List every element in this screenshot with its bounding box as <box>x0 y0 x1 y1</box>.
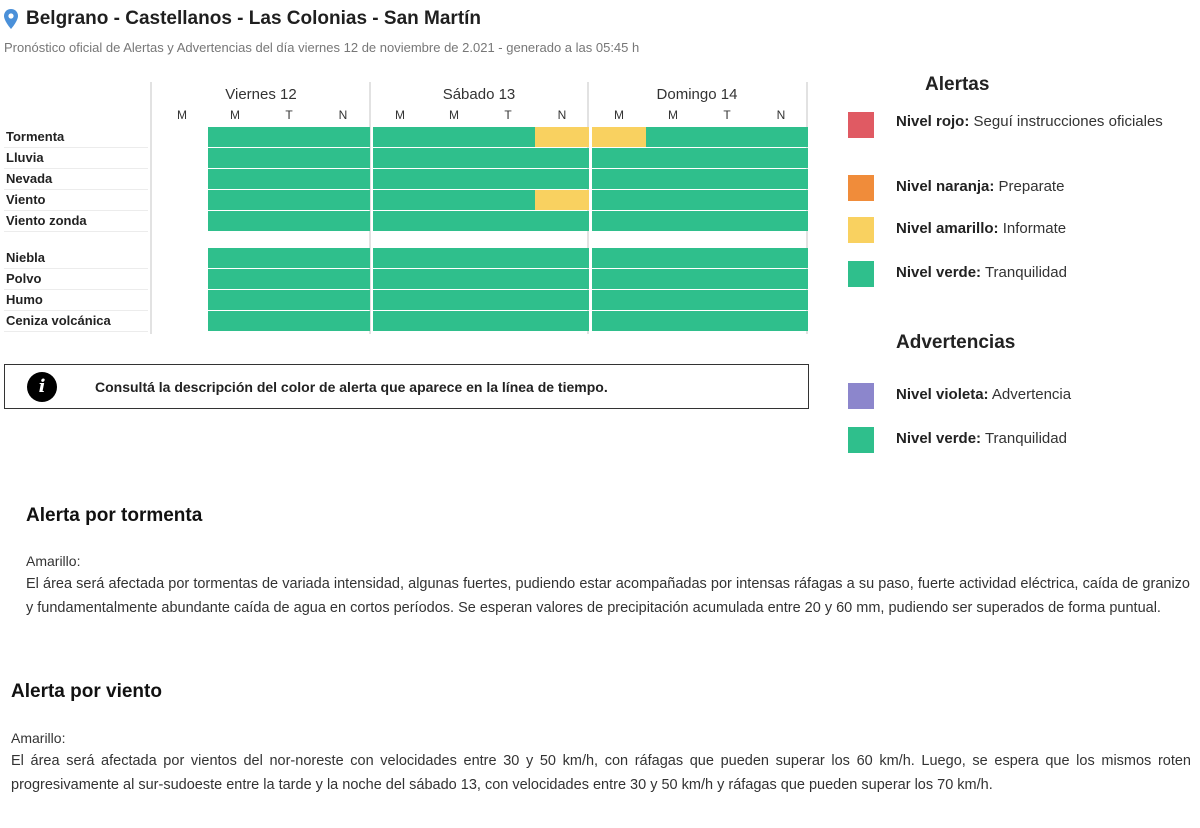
timeline-cell-green <box>262 190 316 210</box>
alert-timeline <box>0 82 810 334</box>
timeline-cell-green <box>592 290 646 310</box>
timeline-cell-green <box>535 169 589 189</box>
timeline-cell-green <box>373 169 427 189</box>
timeline-cell-green <box>646 211 700 231</box>
forecast-subtitle: Pronóstico oficial de Alertas y Advertencias del día viernes 12 de noviembre de 2.021 - generado a las 05:45 h <box>4 40 640 55</box>
timeline-cell-green <box>208 190 262 210</box>
timeline-cell-green <box>316 211 370 231</box>
timeline-cell-green <box>427 127 481 147</box>
timeline-cell-green <box>646 169 700 189</box>
timeline-cell-green <box>262 211 316 231</box>
timeline-cell-green <box>373 311 427 331</box>
timeline-cell-green <box>262 290 316 310</box>
legend-desc: Tranquilidad <box>984 264 1067 281</box>
legend-desc: Preparate <box>998 178 1065 195</box>
timeline-cell-yellow <box>592 127 646 147</box>
slot-header: N <box>557 108 567 122</box>
timeline-cell-green <box>427 211 481 231</box>
day-header: Sábado 13 <box>442 86 516 103</box>
info-icon: i <box>27 372 57 402</box>
timeline-cell-green <box>754 169 808 189</box>
section-level-tormenta: Amarillo: <box>26 553 81 569</box>
legend-swatch-red <box>848 112 874 138</box>
hazard-label: Humo <box>6 292 43 307</box>
advertencias-title: Advertencias <box>896 332 1016 353</box>
timeline-cell-green <box>535 248 589 268</box>
timeline-cell-green <box>592 211 646 231</box>
timeline-cell-green <box>262 127 316 147</box>
section-title-viento: Alerta por viento <box>11 681 162 702</box>
timeline-cell-green <box>646 290 700 310</box>
row-separator <box>4 331 148 332</box>
timeline-cell-green <box>646 190 700 210</box>
timeline-cell-green <box>208 269 262 289</box>
timeline-cell-green <box>481 148 535 168</box>
timeline-cell-green <box>646 127 700 147</box>
timeline-cell-green <box>373 290 427 310</box>
timeline-cell-green <box>481 248 535 268</box>
legend-name: Nivel rojo: <box>896 113 970 130</box>
timeline-cell-green <box>592 169 646 189</box>
day-header: Viernes 12 <box>225 86 297 103</box>
timeline-cell-green <box>592 190 646 210</box>
legend-name: Nivel naranja: <box>896 178 995 195</box>
timeline-cell-green <box>754 248 808 268</box>
timeline-cell-green <box>373 269 427 289</box>
timeline-cell-green <box>262 169 316 189</box>
timeline-cell-green <box>700 290 754 310</box>
legend-item-green <box>896 261 1186 284</box>
hazard-label: Viento <box>6 192 46 207</box>
legend-item-red <box>896 110 1186 133</box>
timeline-cell-green <box>316 127 370 147</box>
timeline-cell-green <box>754 290 808 310</box>
timeline-cell-green <box>373 211 427 231</box>
alertas-title: Alertas <box>925 74 990 95</box>
legend-desc: Informate <box>1002 220 1067 237</box>
location-pin-icon <box>4 9 18 29</box>
slot-header: N <box>776 108 786 122</box>
row-separator <box>4 231 148 232</box>
timeline-cell-green <box>262 248 316 268</box>
timeline-cell-yellow <box>535 127 589 147</box>
legend-name: Nivel verde: <box>896 430 982 447</box>
slot-header: M <box>614 108 624 122</box>
timeline-cell-green <box>754 127 808 147</box>
timeline-cell-green <box>427 248 481 268</box>
timeline-cell-green <box>427 311 481 331</box>
timeline-cell-green <box>373 190 427 210</box>
legend-name: Nivel violeta: <box>896 386 989 403</box>
timeline-cell-green <box>592 269 646 289</box>
timeline-cell-green <box>208 211 262 231</box>
grid-divider <box>150 82 152 334</box>
timeline-cell-green <box>754 148 808 168</box>
timeline-cell-green <box>535 311 589 331</box>
legend-desc: Seguí instrucciones oficiales <box>973 113 1163 130</box>
timeline-cell-green <box>262 311 316 331</box>
hazard-label: Ceniza volcánica <box>6 313 111 328</box>
timeline-cell-green <box>481 290 535 310</box>
timeline-cell-green <box>316 148 370 168</box>
timeline-cell-green <box>646 269 700 289</box>
timeline-cell-green <box>481 311 535 331</box>
timeline-cell-green <box>373 248 427 268</box>
timeline-cell-green <box>754 269 808 289</box>
timeline-cell-green <box>481 211 535 231</box>
slot-header: M <box>230 108 240 122</box>
timeline-cell-green <box>535 290 589 310</box>
hazard-label: Nevada <box>6 171 53 186</box>
location-title: Belgrano - Castellanos - Las Colonias - San Martín <box>26 8 482 29</box>
timeline-cell-green <box>208 148 262 168</box>
timeline-cell-green <box>754 311 808 331</box>
timeline-cell-green <box>700 190 754 210</box>
timeline-cell-green <box>316 248 370 268</box>
timeline-cell-green <box>427 169 481 189</box>
timeline-cell-green <box>592 311 646 331</box>
page-header <box>4 6 481 32</box>
legend-name: Nivel verde: <box>896 264 982 281</box>
legend-item-orange <box>896 175 1186 198</box>
timeline-cell-green <box>208 127 262 147</box>
timeline-cell-green <box>592 248 646 268</box>
timeline-cell-green <box>208 290 262 310</box>
slot-header: T <box>723 108 731 122</box>
slot-header: M <box>668 108 678 122</box>
slot-header: M <box>395 108 405 122</box>
legend-swatch-yellow <box>848 217 874 243</box>
timeline-cell-green <box>700 127 754 147</box>
timeline-cell-green <box>535 148 589 168</box>
day-header: Domingo 14 <box>656 86 738 103</box>
hazard-label: Viento zonda <box>6 213 87 228</box>
timeline-cell-green <box>262 148 316 168</box>
slot-header: M <box>177 108 187 122</box>
legend-desc: Advertencia <box>991 386 1072 403</box>
timeline-cell-green <box>208 311 262 331</box>
legend-swatch-violet <box>848 383 874 409</box>
section-body-tormenta: El área será afectada por tormentas de variada intensidad, algunas fuertes, pudiendo estar acompañadas por intensas ráfagas a su paso, fuerte actividad eléctrica, caída de granizo y fundamentalmente abundante caída de agua en cortos períodos. Se esperan valores de precipitación acumulada entre 20 y 60 mm, pudiendo ser superados de forma puntual. <box>26 576 1190 616</box>
timeline-cell-green <box>700 248 754 268</box>
timeline-cell-green <box>427 190 481 210</box>
info-box <box>4 364 809 409</box>
timeline-cell-green <box>700 169 754 189</box>
timeline-cell-green <box>316 169 370 189</box>
legend-swatch-orange <box>848 175 874 201</box>
timeline-cell-yellow <box>535 190 589 210</box>
legend-desc: Tranquilidad <box>984 430 1067 447</box>
timeline-cell-green <box>481 127 535 147</box>
legend-swatch-green <box>848 261 874 287</box>
timeline-cell-green <box>316 190 370 210</box>
slot-header: M <box>449 108 459 122</box>
timeline-cell-green <box>208 169 262 189</box>
timeline-cell-green <box>646 248 700 268</box>
timeline-cell-green <box>700 311 754 331</box>
timeline-cell-green <box>316 290 370 310</box>
slot-header: T <box>504 108 512 122</box>
hazard-label: Tormenta <box>6 129 65 144</box>
timeline-cell-green <box>427 290 481 310</box>
timeline-cell-green <box>535 269 589 289</box>
timeline-cell-green <box>316 269 370 289</box>
hazard-label: Niebla <box>6 250 46 265</box>
timeline-cell-green <box>427 148 481 168</box>
timeline-cell-green <box>481 169 535 189</box>
timeline-cell-green <box>535 211 589 231</box>
timeline-cell-green <box>700 211 754 231</box>
slot-header: T <box>285 108 293 122</box>
timeline-cell-green <box>373 148 427 168</box>
timeline-cell-green <box>700 269 754 289</box>
timeline-cell-green <box>700 148 754 168</box>
legend-name: Nivel amarillo: <box>896 220 999 237</box>
timeline-cell-green <box>646 311 700 331</box>
hazard-label: Lluvia <box>6 150 44 165</box>
timeline-cell-green <box>754 211 808 231</box>
timeline-cell-green <box>481 190 535 210</box>
timeline-cell-green <box>754 190 808 210</box>
timeline-cell-green <box>373 127 427 147</box>
section-level-viento: Amarillo: <box>11 730 66 746</box>
timeline-cell-green <box>427 269 481 289</box>
legend-item-yellow <box>896 217 1186 240</box>
legend-item-green-adv <box>896 427 1186 450</box>
hazard-label: Polvo <box>6 271 42 286</box>
timeline-cell-green <box>316 311 370 331</box>
timeline-cell-green <box>481 269 535 289</box>
timeline-cell-green <box>208 248 262 268</box>
section-title-tormenta: Alerta por tormenta <box>26 505 203 526</box>
timeline-cell-green <box>262 269 316 289</box>
legend-swatch-green-adv <box>848 427 874 453</box>
section-body-viento: El área será afectada por vientos del nor-noreste con velocidades entre 30 y 50 km/h, con ráfagas que pueden superar los 60 km/h. Luego, se espera que los mismos roten progresivamente al sur-sudoeste entre la tarde y la noche del sábado 13, con velocidades entre 30 y 50 km/h y ráfagas que pueden superar los 70 km/h. <box>11 753 1191 793</box>
legend-item-violet <box>896 383 1186 406</box>
slot-header: N <box>338 108 348 122</box>
info-text: Consultá la descripción del color de alerta que aparece en la línea de tiempo. <box>95 378 608 395</box>
timeline-cell-green <box>592 148 646 168</box>
timeline-cell-green <box>646 148 700 168</box>
